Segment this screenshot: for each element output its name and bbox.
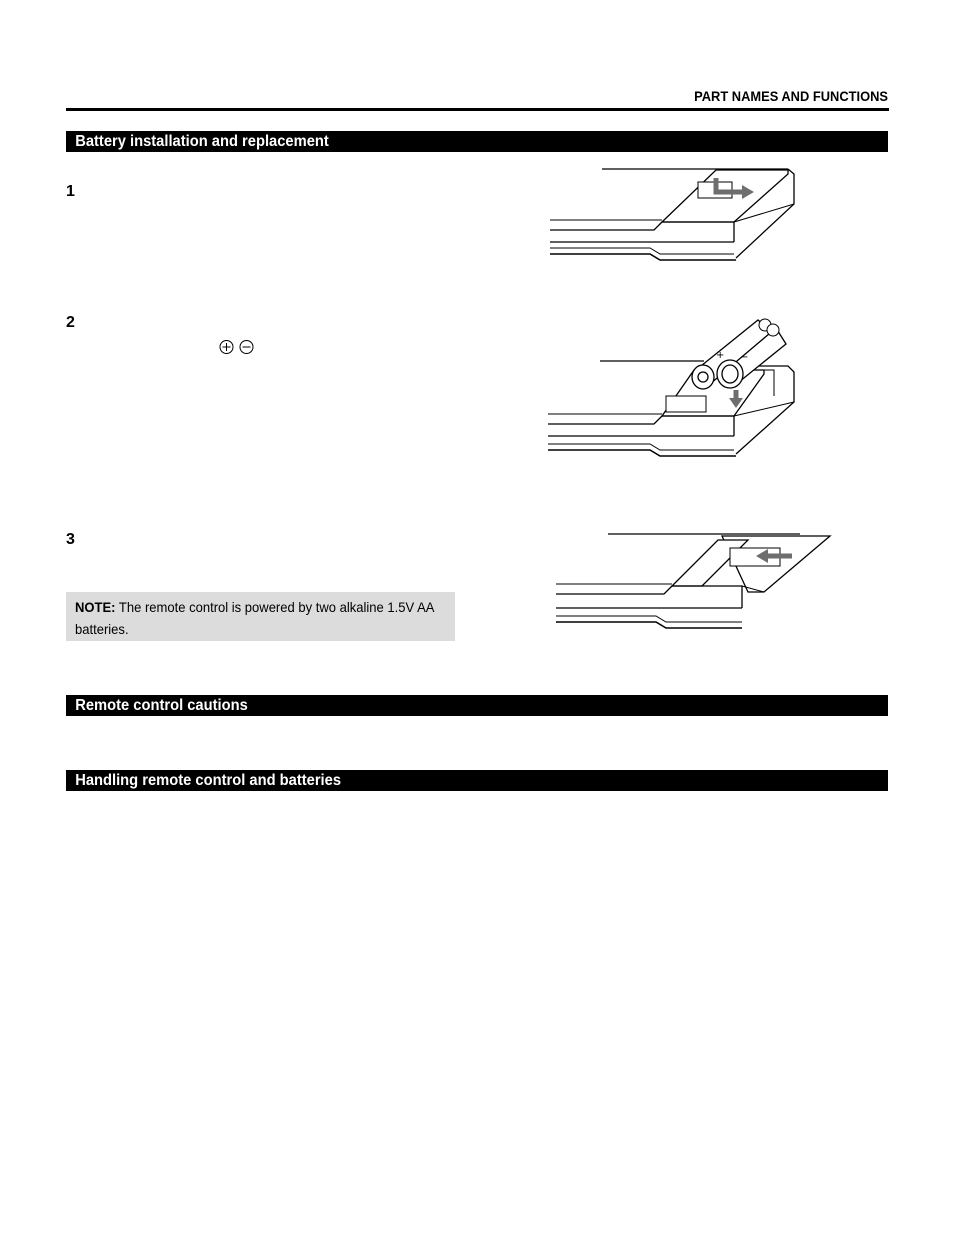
section-title: Handling remote control and batteries [75,772,342,789]
note-box [66,592,455,641]
note-label: NOTE: [75,599,116,615]
section-title: Battery installation and replacement [75,133,329,150]
svg-text:−: − [740,352,749,363]
illustration-open-cover [546,162,800,268]
header-rule [66,108,889,111]
illustration-insert-batteries [544,310,804,462]
section-remote-cautions [66,695,888,716]
note-text: The remote control is powered by two alkaline 1.5V AA batteries. [75,599,434,637]
illustration-close-cover [552,526,834,634]
section-battery-installation [66,131,888,152]
step-3-number: 3 [66,531,75,548]
step-1-number: 1 [66,183,75,200]
polarity-symbols [219,339,255,360]
minus-circle-icon [240,341,253,354]
step-2-number: 2 [66,314,75,331]
page-section-header: PART NAMES AND FUNCTIONS [694,88,888,104]
plus-circle-icon [220,341,233,354]
svg-text:+: + [716,350,725,361]
section-title: Remote control cautions [75,697,248,714]
section-handling-remote [66,770,888,791]
